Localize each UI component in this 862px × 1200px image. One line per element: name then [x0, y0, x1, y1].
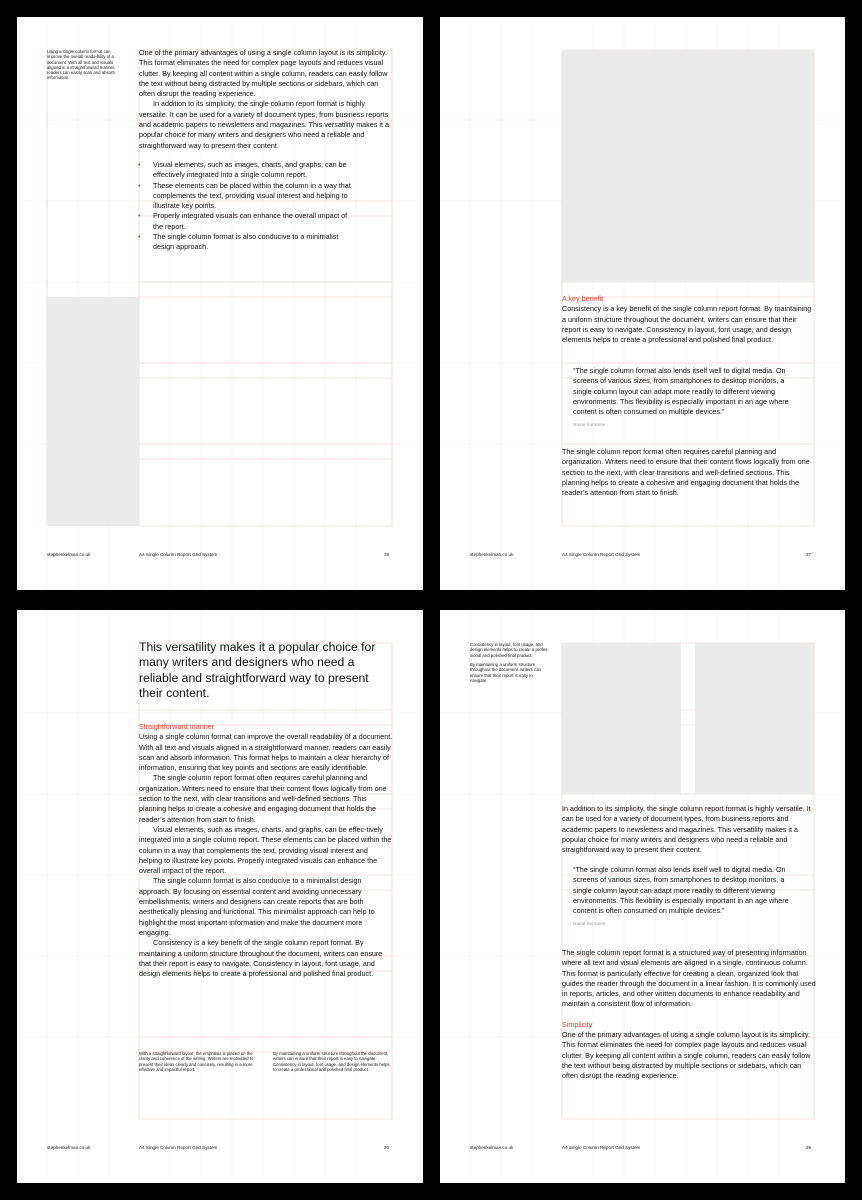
image-placeholder: [695, 643, 814, 794]
pull-quote: [573, 366, 801, 435]
footer-site: stephenkelman.co.uk: [47, 552, 91, 557]
body-text: [139, 48, 393, 253]
page-29: [440, 610, 845, 1183]
paragraph: In addition to its simplicity, the single column report format is highly versatile. It can be used for a variety of document types, from business reports and academic papers to newsletters and magazines. This versatility makes it a popular choice for many writers and designers who need a reliable and straightforward way to present their content.: [562, 804, 811, 855]
pull-quote: [573, 865, 801, 934]
footnote-right: By maintaining a uniform structure throughout the document, writers can ensure that their report is easy to navigate. Consistency in layout, font usage, and design elements helps to create a professional and polished final product.: [273, 1051, 390, 1072]
footer-title: A4 Single Column Report Grid System: [562, 552, 641, 557]
section-heading: Simplicity: [562, 1019, 593, 1029]
footnote-left: With a straightforward layout, the emphasis is placed on the clarity and coherence of the writing. Writers are motivated to present their ideas clearly and concisely, resulting in a more effective and impactful report.: [139, 1051, 254, 1072]
paragraph: The single column report format often requires careful planning and organization. Writers need to ensure that their content flows logically from one section to the next, with clear transitions and well-defined sections. This planning helps to create a cohesive and engaging document that holds the reader’s attention from start to finish.: [139, 773, 387, 824]
section-heading: Straightforward manner: [139, 722, 215, 731]
page-30: [17, 610, 423, 1183]
footer-site: stephenkelman.co.uk: [470, 552, 514, 557]
list-item: • These elements can be placed within the column in a way that complements the text, providing visual interest and helping to illustrate key points.: [139, 181, 359, 212]
lead-text: This versatility makes it a popular choice for many writers and designers who need a reliable and straightforward way to present their content.: [139, 640, 376, 701]
quote-text: “The single column format also lends itself well to digital media. On screens of various sizes, from smartphones to desktop monitors, a single column layout can adapt more readily to different viewing environments. This flexibility is especially important in an age where content is often consumed on multiple devices.”: [573, 366, 789, 417]
page-number: 30: [384, 1145, 390, 1150]
list-item: • Properly integrated visuals can enhance the overall impact of the report.: [139, 211, 359, 232]
body-text: [562, 948, 816, 1082]
list-item: • The single column format is also conducive to a minimalist design approach.: [139, 232, 359, 253]
paragraph: Consistency is a key benefit of the single column report format. By maintaining a uniform structure throughout the document, writers can ensure that their report is easy to navigate. Consistency in layout, font usage, and design elements helps to create a professional and polished final product.: [562, 304, 812, 345]
paragraph: Visual elements, such as images, charts, and graphs, can be effec-tively integrated into a single column report. These elements can be placed within the column in a way that complements the text, providing visual interest and helping to illustrate key points. Properly integrated visuals can enhance the overall impact of the report.: [139, 824, 392, 876]
footer-site: stephenkelman.co.uk: [470, 1145, 514, 1150]
quote-author: Name Surname: [573, 422, 606, 428]
footer-site: stephenkelman.co.uk: [47, 1145, 91, 1150]
paragraph: In addition to its simplicity, the single column report format is highly versatile. It can be used for a variety of document types, from business reports and academic papers to newsletters and magazines. This versatility makes it a popular choice for many writers and designers who need a reliable and straightforward way to present their content.: [139, 99, 389, 150]
page-number: 28: [384, 552, 390, 557]
page-27: [440, 17, 845, 590]
footer-title: A4 Single Column Report Grid System: [139, 1145, 218, 1150]
page-28: [17, 17, 423, 590]
image-placeholder: [562, 643, 681, 794]
paragraph: One of the primary advantages of using a single column layout is its simplicity. This format eliminates the need for complex page layouts and reduces visual clutter. By keeping all content within a single column, readers can easily follow the text without being distracted by multiple sections or sidebars, which can often disrupt the reading experience.: [562, 1030, 811, 1081]
body-text: [139, 722, 393, 979]
body-text: [562, 447, 816, 498]
section-heading: A key benefit: [562, 294, 604, 303]
paragraph: The single column report format often requires careful planning and organization. Writers need to ensure that their content flows logically from one section to the next, with clear transitions and well-defined sections. This planning helps to create a cohesive and engaging document that holds the reader’s attention from start to finish.: [562, 447, 810, 498]
quote-text: “The single column format also lends itself well to digital media. On screens of various sizes, from smartphones to desktop monitors, a single column layout can adapt more readily to different viewing environments. This flexibility is especially important in an age where content is often consumed on multiple devices.”: [573, 865, 789, 916]
paragraph: Using a single column format can improve the overall readability of a document. With all text and visuals aligned in a straightforward manner, readers can easily scan and absorb information. This format helps to maintain a clear hierarchy of information, ensuring that key points and sections are easily identifiable.: [139, 732, 393, 773]
page-number: 29: [806, 1145, 812, 1150]
footer-title: A4 Single Column Report Grid System: [562, 1145, 641, 1150]
sidenote: By maintaining a uniform structure throughout the document, writers can ensure that their report is easy to navigate.: [470, 662, 541, 683]
paragraph: One of the primary advantages of using a single column layout is its simplicity. This format eliminates the need for complex page layouts and reduces visual clutter. By keeping all content within a single column, readers can easily follow the text without being distracted by multiple sections or sidebars, which can often disrupt the reading experience.: [139, 48, 388, 99]
quote-author: Name Surname: [573, 921, 606, 927]
image-placeholder: [47, 297, 139, 526]
sidenote: Using a single column format can improve the overall reada-bility of a document. With all text and visuals aligned in a straightforward manner, readers can easily scan and absorb information.: [47, 49, 116, 81]
body-text: [562, 804, 816, 855]
bullet-list: [139, 160, 359, 253]
list-item: • Visual elements, such as images, charts, and graphs, can be effectively integrated into a single column report.: [139, 160, 359, 181]
sidenote: Consistency in layout, font usage, and design elements helps to create a profes-sional and polished final product.: [470, 642, 549, 658]
paragraph: The single column report format is a structured way of presenting information where all text and visual elements are aligned in a single, continuous column. This format is particularly effective for creating a clean, organized look that guides the reader through the document in a linear fashion. It is commonly used in reports, articles, and other written documents to enhance readability and maintain a consistent flow of information.: [562, 948, 816, 1009]
page-number: 27: [806, 552, 812, 557]
paragraph: Consistency is a key benefit of the single column report format. By maintaining a uniform structure throughout the document, writers can ensure that their report is easy to navigate. Consistency in layout, font usage, and design elements helps to create a professional and polished final product.: [139, 938, 383, 979]
image-placeholder: [562, 50, 814, 282]
paragraph: The single column format is also conducive to a minimalist design approach. By focusing on essential content and avoiding unnecessary embellishments, writers and designers can create reports that are both aesthetically pleasing and functional. This minimalist approach can help to highlight the most important information and make the document more engaging.: [139, 876, 375, 937]
footer-title: A4 Single Column Report Grid System: [139, 552, 218, 557]
body-text: [562, 294, 816, 345]
